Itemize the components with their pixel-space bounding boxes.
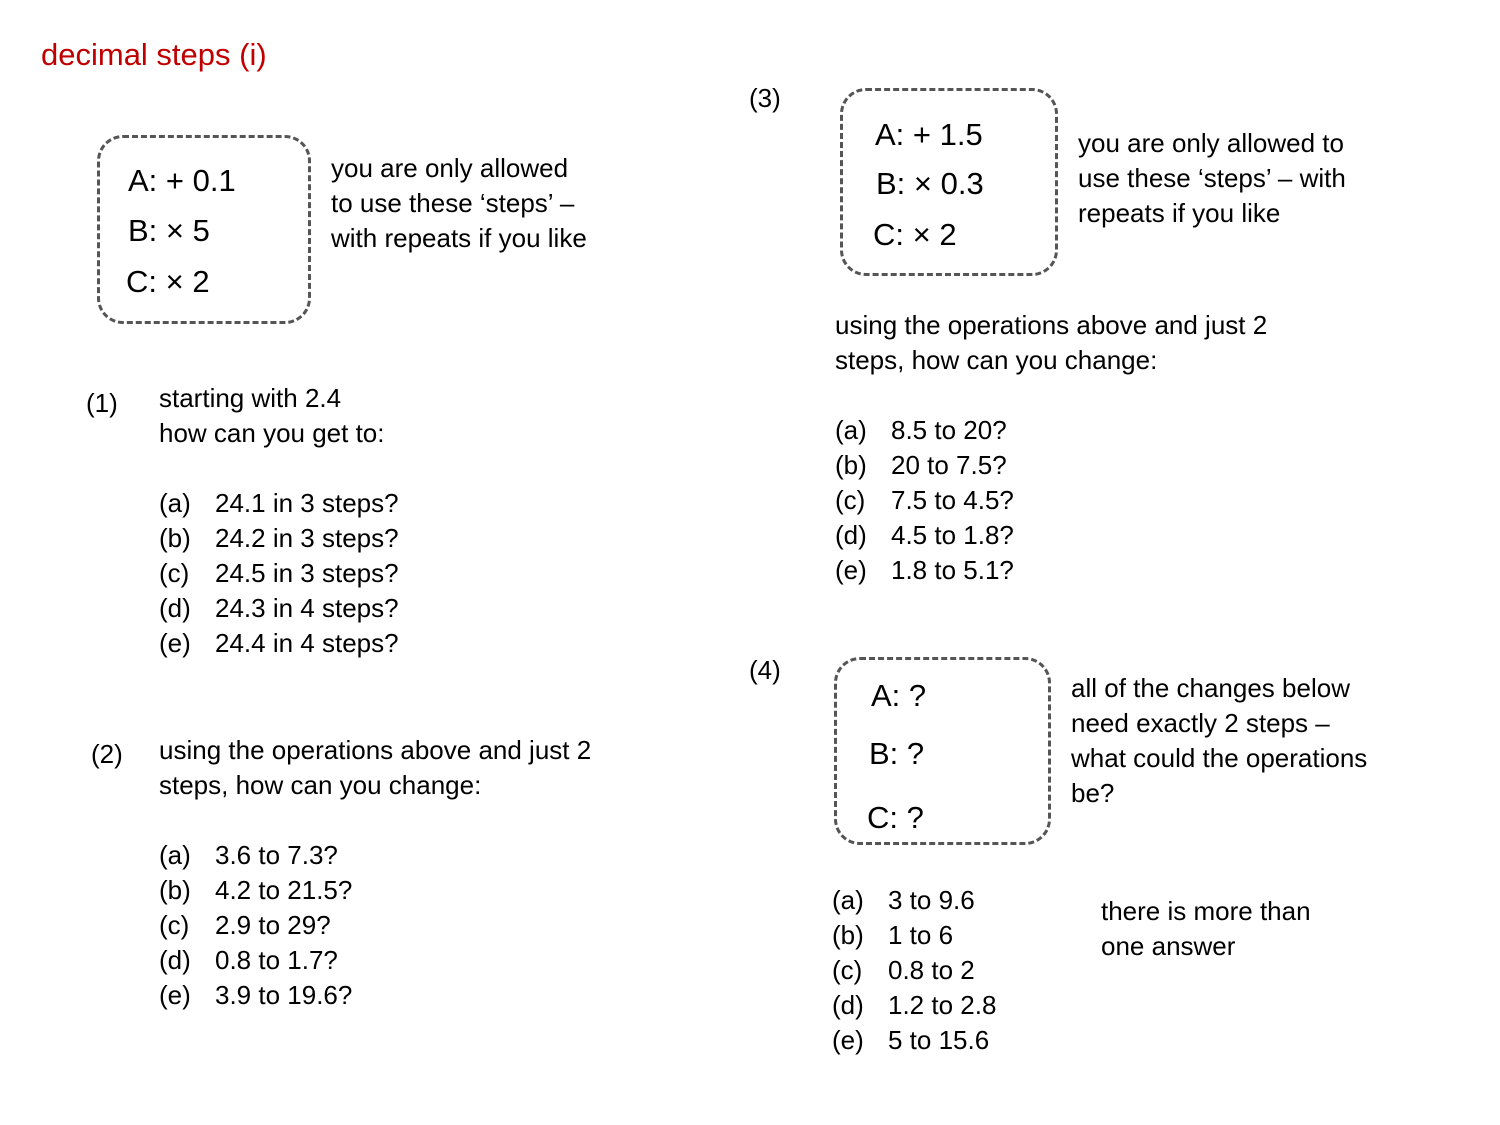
rules-note-line: use these ‘steps’ – with: [1078, 163, 1346, 193]
item-text: 0.8 to 1.7?: [215, 945, 338, 975]
item-text: 1.2 to 2.8: [888, 990, 997, 1020]
item-letter: (a): [159, 488, 191, 518]
operation-c: C: × 2: [873, 217, 957, 252]
list-item: [832, 953, 996, 988]
item-letter: (b): [159, 875, 191, 905]
list-item: [835, 413, 1014, 448]
operation-c: C: ?: [867, 800, 924, 835]
rules-note-1: [331, 151, 587, 256]
intro-line: how can you get to:: [159, 418, 385, 448]
item-text: 5 to 15.6: [888, 1025, 990, 1055]
item-text: 4.5 to 1.8?: [891, 520, 1014, 550]
intro-line: starting with 2.4: [159, 383, 342, 413]
question-2-intro: [159, 733, 591, 803]
rules-note-3: [1078, 126, 1346, 231]
question-2-list: [159, 838, 352, 1013]
rules-note-line: to use these ‘steps’ –: [331, 188, 575, 218]
operations-box-3: [840, 88, 1058, 276]
intro-line: steps, how can you change:: [835, 345, 1158, 375]
item-letter: (c): [159, 558, 190, 588]
item-letter: (e): [835, 555, 867, 585]
item-text: 7.5 to 4.5?: [891, 485, 1014, 515]
item-text: 3.9 to 19.6?: [215, 980, 353, 1010]
list-item: [159, 486, 399, 521]
question-number-2: (2): [91, 739, 123, 769]
item-letter: (b): [832, 920, 864, 950]
rules-note-line: with repeats if you like: [331, 223, 587, 253]
list-item: [832, 988, 996, 1023]
item-letter: (c): [832, 955, 863, 985]
list-item: [832, 918, 996, 953]
question-3-list: [835, 413, 1014, 588]
rules-note-line: need exactly 2 steps –: [1071, 708, 1330, 738]
item-text: 1.8 to 5.1?: [891, 555, 1014, 585]
item-text: 2.9 to 29?: [215, 910, 331, 940]
list-item: [835, 448, 1014, 483]
item-letter: (c): [159, 910, 190, 940]
item-letter: (e): [159, 628, 191, 658]
item-letter: (b): [159, 523, 191, 553]
rules-note-line: repeats if you like: [1078, 198, 1281, 228]
question-4-list: [832, 883, 996, 1058]
item-text: 3 to 9.6: [888, 885, 975, 915]
item-letter: (e): [159, 980, 191, 1010]
list-item: [159, 591, 399, 626]
item-letter: (e): [832, 1025, 864, 1055]
rules-note-line: what could the operations: [1071, 743, 1368, 773]
hint-line: one answer: [1101, 931, 1236, 961]
operation-b: B: × 5: [128, 213, 210, 248]
question-3-intro: [835, 308, 1267, 378]
item-text: 3.6 to 7.3?: [215, 840, 338, 870]
list-item: [159, 556, 399, 591]
operations-box-4: [834, 657, 1051, 845]
hint-line: there is more than: [1101, 896, 1311, 926]
rules-note-line: you are only allowed: [331, 153, 569, 183]
question-number-1: (1): [86, 388, 118, 418]
rules-note-line: all of the changes below: [1071, 673, 1350, 703]
operation-b: B: ?: [869, 736, 925, 771]
item-letter: (d): [832, 990, 864, 1020]
rules-note-line: you are only allowed to: [1078, 128, 1344, 158]
item-text: 20 to 7.5?: [891, 450, 1007, 480]
item-letter: (d): [159, 945, 191, 975]
operation-b: B: × 0.3: [876, 166, 984, 201]
list-item: [159, 626, 399, 661]
item-text: 24.5 in 3 steps?: [215, 558, 399, 588]
rules-note-4: [1071, 671, 1367, 811]
item-letter: (d): [835, 520, 867, 550]
operation-a: A: + 1.5: [875, 117, 983, 152]
item-letter: (a): [159, 840, 191, 870]
list-item: [835, 483, 1014, 518]
item-letter: (c): [835, 485, 866, 515]
item-text: 24.4 in 4 steps?: [215, 628, 399, 658]
question-number-4: (4): [749, 655, 781, 685]
list-item: [835, 518, 1014, 553]
item-text: 24.2 in 3 steps?: [215, 523, 399, 553]
question-1-list: [159, 486, 399, 661]
list-item: [159, 838, 352, 873]
intro-line: using the operations above and just 2: [159, 735, 592, 765]
item-letter: (b): [835, 450, 867, 480]
operations-box-1: [97, 135, 311, 324]
item-text: 0.8 to 2: [888, 955, 975, 985]
hint-note: [1101, 894, 1311, 964]
item-text: 24.1 in 3 steps?: [215, 488, 399, 518]
list-item: [832, 883, 996, 918]
item-text: 1 to 6: [888, 920, 954, 950]
list-item: [159, 908, 352, 943]
list-item: [832, 1023, 996, 1058]
list-item: [159, 943, 352, 978]
page-title: decimal steps (i): [41, 37, 267, 72]
rules-note-line: be?: [1071, 778, 1115, 808]
intro-line: using the operations above and just 2: [835, 310, 1268, 340]
item-text: 8.5 to 20?: [891, 415, 1007, 445]
list-item: [835, 553, 1014, 588]
item-letter: (d): [159, 593, 191, 623]
item-text: 4.2 to 21.5?: [215, 875, 353, 905]
question-number-3: (3): [749, 83, 781, 113]
question-1-intro: [159, 381, 384, 451]
operation-c: C: × 2: [126, 264, 210, 299]
operation-a: A: ?: [871, 678, 927, 713]
item-text: 24.3 in 4 steps?: [215, 593, 399, 623]
list-item: [159, 978, 352, 1013]
list-item: [159, 873, 352, 908]
item-letter: (a): [832, 885, 864, 915]
intro-line: steps, how can you change:: [159, 770, 482, 800]
list-item: [159, 521, 399, 556]
item-letter: (a): [835, 415, 867, 445]
operation-a: A: + 0.1: [128, 163, 236, 198]
